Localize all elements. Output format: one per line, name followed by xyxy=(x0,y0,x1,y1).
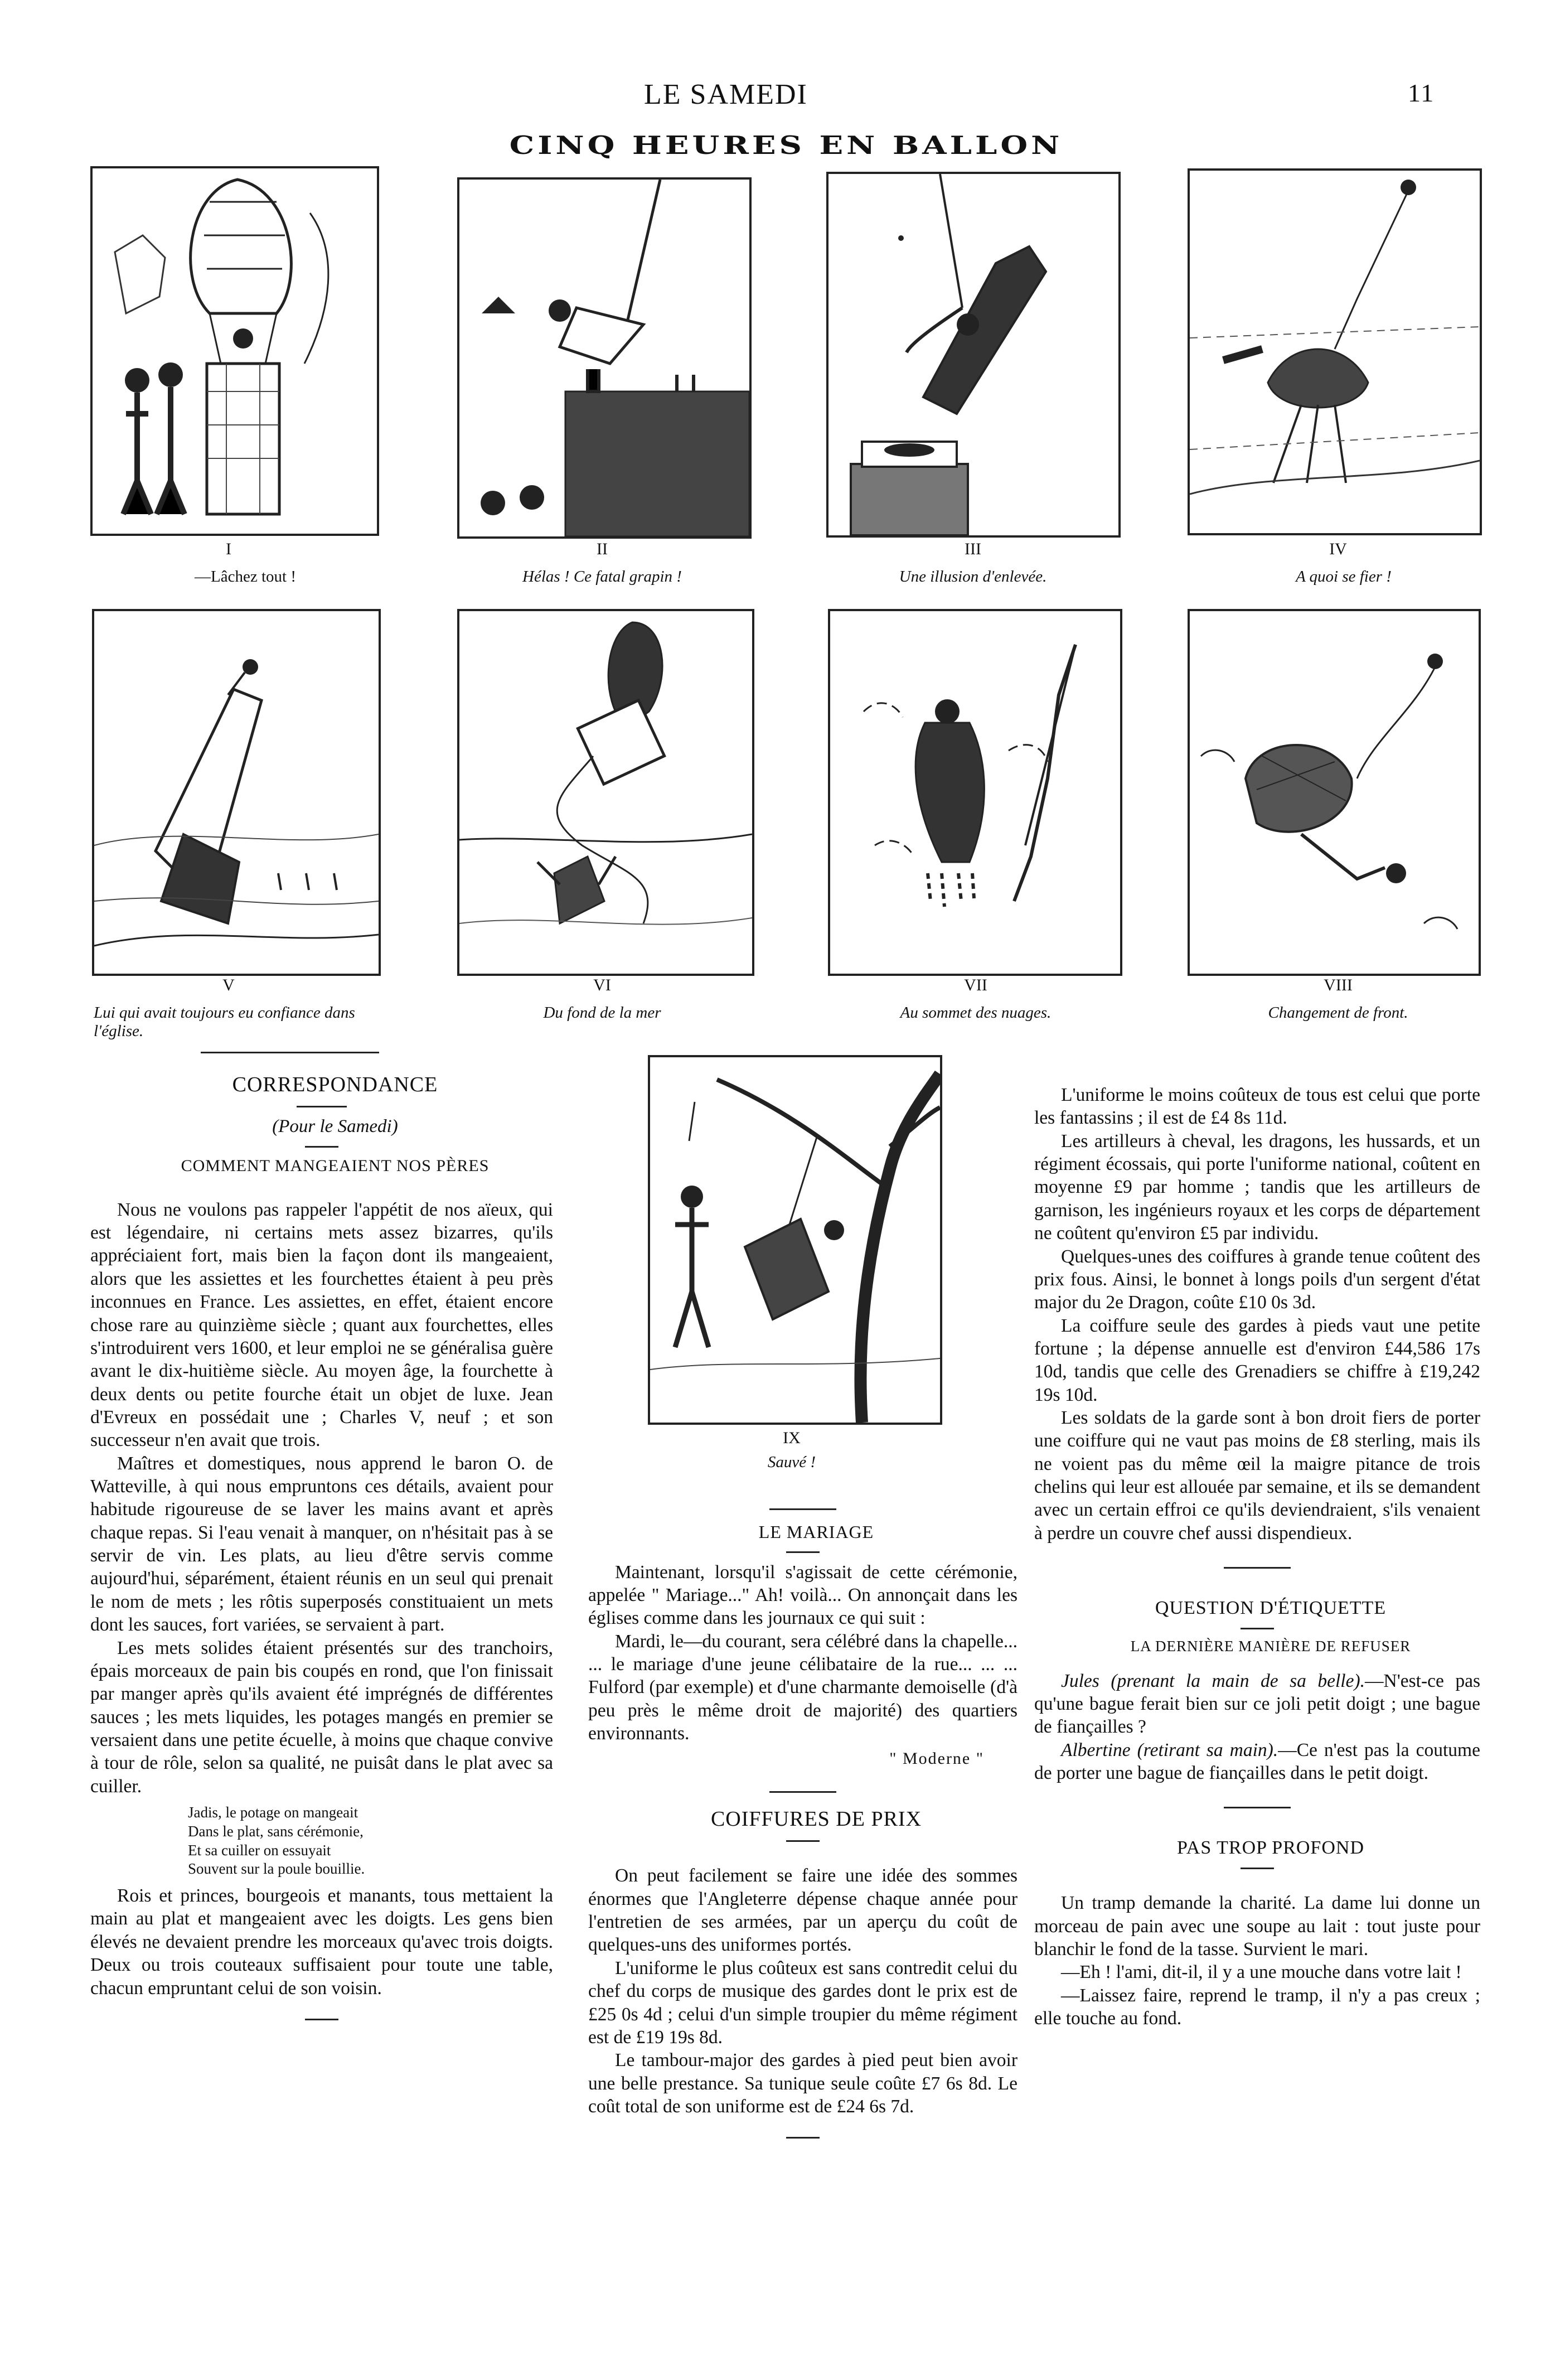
panel-6-number: VI xyxy=(593,976,611,994)
correspondance-column xyxy=(90,1072,553,2028)
correspondance-paragraph: Les mets solides étaient présentés sur des tranchoirs, épais morceaux de pain bis coupés en rond, que l'on finissait par manger après qu'ils avaient été imprégnés de différentes sauces ; les mets liquides, les potages mangés en premier se versaient dans une petite écuelle, à moins que chaque convive à tour de rôle, selon sa qualité, ne puisât dans le plat avec sa cuiller. xyxy=(90,1637,553,1797)
verse-line: Souvent sur la poule bouillie. xyxy=(188,1860,365,1878)
verse-line: Dans le plat, sans cérémonie, xyxy=(188,1822,364,1840)
etiquette-subtitle: LA DERNIÈRE MANIÈRE DE REFUSER xyxy=(1130,1638,1411,1655)
correspondance-paragraph: Nous ne voulons pas rappeler l'appétit de nos aïeux, qui est légendaire, ni certains mets assez bizarres, qu'ils appréciaient fort, mais bien la façon dont ils mangeaient, alors que les assiettes et les fourchettes étaient à peu près inconnues en France. Les assiettes, en effet, étaient encore chose rare au quinzième siècle ; quant aux fourchettes, elles s'introduirent vers 1600, et leur emploi ne se généralisa guère avant le dix-huitième siècle. Au moyen âge, la fourchette à deux dents ou petite fourche était un objet de luxe. Jean d'Evreux en possédait une ; Charles V, neuf ; et son successeur n'en avait que trois. xyxy=(90,1199,553,1451)
coiffures-paragraph: L'uniforme le plus coûteux est sans contredit celui du chef du corps de musique des gardes dont le prix est de £25 0s 4d ; celui d'un simple troupier du même régiment est de £19 19s 8d. xyxy=(588,1957,1018,2048)
profond-top-rule xyxy=(1224,1807,1291,1808)
panel-1-illustration xyxy=(90,166,379,536)
strip-title: CINQ HEURES EN BALLON xyxy=(509,130,1063,161)
panel-7-number: VII xyxy=(964,976,987,994)
coiffures-top-rule xyxy=(769,1791,836,1793)
column-end-rule xyxy=(786,2137,820,2139)
page-number: 11 xyxy=(1408,79,1435,107)
panel-9-caption: Sauvé ! xyxy=(767,1453,816,1471)
panel-4-number: IV xyxy=(1329,540,1347,558)
etiquette-top-rule xyxy=(1224,1567,1291,1569)
panel-8-number: VIII xyxy=(1324,976,1353,994)
etiquette-rule xyxy=(1241,1628,1274,1629)
albertine-line: —Ce n'est pas la coutume de porter une bague de fiançailles dans le petit doigt. xyxy=(1034,1739,1480,1783)
panel-2-number: II xyxy=(597,540,608,558)
mariage-paragraph: Maintenant, lorsqu'il s'agissait de cette cérémonie, appelée " Mariage..." Ah! voilà... On annonçait dans les églises comme dans les journaux ce qui suit : xyxy=(588,1561,1018,1629)
newspaper-title: LE SAMEDI xyxy=(644,79,808,110)
panel-2-illustration xyxy=(457,177,752,539)
profond-paragraph: —Eh ! l'ami, dit-il, il y a une mouche dans votre lait ! xyxy=(1061,1962,1462,1983)
correspondance-rule xyxy=(297,1106,347,1107)
verse-block xyxy=(90,1803,553,1879)
mariage-rule xyxy=(786,1551,820,1553)
coiffures-rule xyxy=(786,1840,820,1842)
verse-line: Jadis, le potage on mangeait xyxy=(188,1804,358,1821)
panel-4-illustration xyxy=(1188,168,1482,535)
panel-4-caption: A quoi se fier ! xyxy=(1296,568,1392,586)
correspondance-rule-2 xyxy=(305,1146,338,1148)
coiffures-paragraph: Le tambour-major des gardes à pied peut bien avoir une belle prestance. Sa tunique seule coûte £7 6s 8d. Le coût total de son uniforme est de £24 6s 7d. xyxy=(588,2050,1018,2117)
speaker-albertine: Albertine (retirant sa main). xyxy=(1061,1739,1278,1760)
uniform-paragraph: La coiffure seule des gardes à pieds vaut une petite fortune ; la dépense annuelle est d'environ £44,586 17s 10d, tandis que celle des Grenadiers se chiffre à £19,242 19s 10d. xyxy=(1034,1315,1480,1405)
panel-3-illustration xyxy=(826,172,1121,538)
uniform-paragraph: Les artilleurs à cheval, les dragons, les hussards, et un régiment écossais, qui porte l'uniforme national, coûtent en moyenne £9 par homme ; tandis que les artilleurs de garnison, les ingénieurs royaux et les corps de département ne coûtent qu'environ £5 par individu. xyxy=(1034,1130,1480,1244)
correspondance-title: CORRESPONDANCE xyxy=(232,1073,438,1096)
panel-7-illustration xyxy=(828,609,1122,976)
etiquette-title: QUESTION D'ÉTIQUETTE xyxy=(1155,1598,1387,1619)
correspondance-subtitle: (Pour le Samedi) xyxy=(272,1116,398,1136)
right-column xyxy=(1034,1083,1480,2030)
panel-7-caption: Au sommet des nuages. xyxy=(900,1004,1052,1022)
etiquette-dialogue xyxy=(1034,1739,1480,1785)
panel-9-illustration xyxy=(648,1055,942,1425)
panel-2-caption: Hélas ! Ce fatal grapin ! xyxy=(522,568,682,586)
uniform-paragraph: L'uniforme le moins coûteux de tous est celui que porte les fantassins ; il est de £4 8s 11d. xyxy=(1034,1085,1480,1129)
speaker-jules: Jules (prenant la main de sa belle). xyxy=(1061,1670,1365,1691)
profond-rule xyxy=(1241,1868,1274,1869)
uniform-paragraph: Les soldats de la garde sont à bon droit fiers de porter une coiffure qui ne vaut pas moins de £8 sterling, mais ils ne voient pas du même œil la maigre pitance de trois chelins qui leur est allouée par semaine, et ils se demandent avec un certain effroi ce qu'ils deviendraient, s'ils venaient à perdre un couvre chef aussi dispendieux. xyxy=(1034,1407,1480,1544)
uniform-paragraph: Quelques-unes des coiffures à grande tenue coûtent des prix fous. Ainsi, le bonnet à longs poils d'un sergent d'état major du 2e Dragon, coûte £10 0s 3d. xyxy=(1034,1246,1480,1313)
verse-line: Et sa cuiller on essuyait xyxy=(188,1841,331,1859)
panel-1-caption: —Lâchez tout ! xyxy=(195,568,296,586)
column-divider-top xyxy=(201,1052,379,1053)
mariage-paragraph: Mardi, le—du courant, sera célébré dans la chapelle... ... le mariage d'une jeune célibataire de la rue... ... ... Fulford (par exemple) et d'une charmante demoiselle (d'à peu près le même droit de majorité) des quartiers environnants. xyxy=(588,1631,1018,1744)
mariage-title: LE MARIAGE xyxy=(758,1522,874,1542)
correspondance-heading: COMMENT MANGEAIENT NOS PÈRES xyxy=(181,1156,490,1175)
jules-line: —N'est-ce pas qu'une bague ferait bien sur ce joli petit doigt ; une bague de fiançailles ? xyxy=(1034,1670,1480,1738)
middle-column xyxy=(588,1508,1018,2146)
coiffures-paragraph: On peut facilement se faire une idée des sommes énormes que l'Angleterre dépense chaque année pour l'entretien de ses armées, par un aperçu du coût de quelques-uns des uniformes portés. xyxy=(588,1865,1018,1956)
etiquette-dialogue xyxy=(1034,1670,1480,1739)
correspondance-closing: Rois et princes, bourgeois et manants, tous mettaient la main au plat et mangeaient avec les doigts. Les gens bien élevés ne devaient prendre les morceaux qu'avec trois doigts. Deux ou trois couteaux suffisaient pour toute une table, chacun empruntant celui de son voisin. xyxy=(90,1885,553,1999)
panel-8-caption: Changement de front. xyxy=(1268,1004,1408,1022)
panel-1-number: I xyxy=(226,540,231,558)
panel-9-number: IX xyxy=(783,1429,801,1447)
profond-title: PAS TROP PROFOND xyxy=(1177,1837,1364,1859)
panel-6-illustration xyxy=(457,609,754,976)
panel-5-illustration xyxy=(92,609,381,976)
panel-3-number: III xyxy=(965,540,981,558)
panel-8-illustration xyxy=(1188,609,1481,976)
profond-paragraph: —Laissez faire, reprend le tramp, il n'y a pas creux ; elle touche au fond. xyxy=(1034,1985,1480,2029)
panel-5-caption: Lui qui avait toujours eu confiance dans l'église. xyxy=(94,1004,355,1041)
mariage-top-rule xyxy=(769,1508,836,1510)
panel-5-number: V xyxy=(222,976,235,994)
mariage-signature: " Moderne " xyxy=(889,1749,984,1768)
profond-paragraph: Un tramp demande la charité. La dame lui donne un morceau de pain avec une soupe au lait : tout juste pour blanchir le fond de la tasse. Survient le mari. xyxy=(1034,1893,1480,1960)
column-end-rule xyxy=(305,2019,338,2020)
panel-3-caption: Une illusion d'enlevée. xyxy=(899,568,1047,586)
panel-6-caption: Du fond de la mer xyxy=(543,1004,661,1022)
correspondance-paragraph: Maîtres et domestiques, nous apprend le baron O. de Watteville, à qui nous empruntons ces détails, avaient pour habitude rigoureuse de se laver les mains avant et après chaque repas. Si l'eau venait à manquer, on n'hésitait pas à se servir de vin. Les plats, au lieu d'être servis comme aujourd'hui, séparément, étaient réunis en un seul qui prenait le nom de mets ; les rôtis superposés constituaient un mets dont les sauces, fort variées, se servaient à part. xyxy=(90,1453,553,1636)
coiffures-title: COIFFURES DE PRIX xyxy=(710,1807,922,1831)
